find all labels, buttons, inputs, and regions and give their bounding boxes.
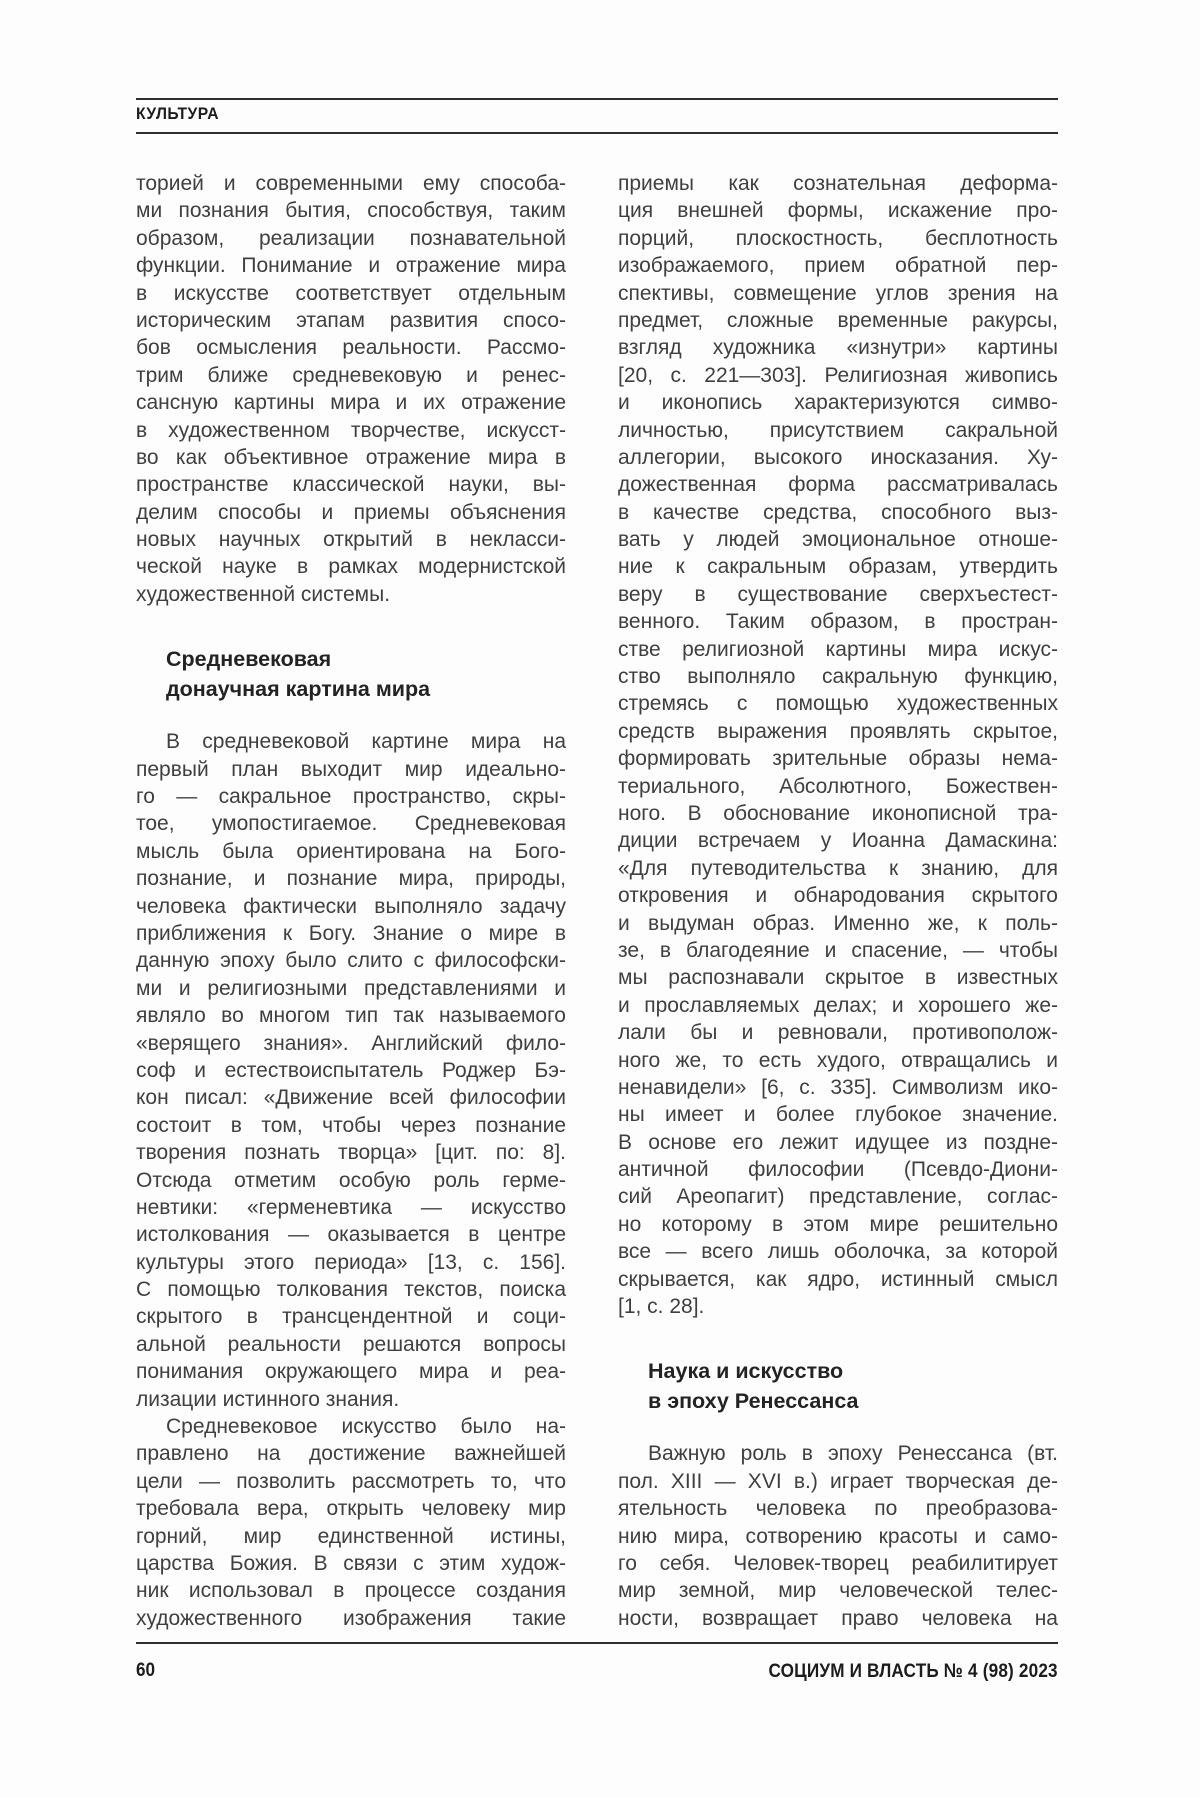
section-heading bbox=[136, 644, 566, 704]
text-line: данную эпоху было слито с философски- bbox=[136, 949, 566, 973]
text-line: венного. Таким образом, в простран- bbox=[618, 610, 1058, 634]
text-line: первый план выходит мир идеально- bbox=[136, 757, 566, 781]
text-line: торией и современными ему способа- bbox=[136, 172, 566, 195]
text-line: мысль была ориентирована на Бого- bbox=[136, 839, 566, 863]
text-line: античной философии (Псевдо-Диони- bbox=[618, 1158, 1058, 1182]
text-line: все — всего лишь оболочка, за которой bbox=[618, 1240, 1058, 1264]
text-line: ного же, то есть худого, отвращались и bbox=[618, 1048, 1058, 1072]
paragraph bbox=[136, 170, 566, 608]
text-line: го себя. Человек-творец реабилитирует bbox=[618, 1551, 1058, 1575]
heading-line: в эпоху Ренессанса bbox=[648, 1389, 859, 1414]
text-line: зе, в благодеяние и спасение, — чтобы bbox=[618, 938, 1058, 962]
text-line: тое, умопостигаемое. Средневековая bbox=[136, 812, 566, 836]
text-line: ятельность человека по преобразова- bbox=[618, 1497, 1058, 1521]
text-line: веру в существование сверхъестест- bbox=[618, 582, 1058, 606]
text-line: пол. XIII — XVI в.) играет творческая де- bbox=[618, 1469, 1058, 1493]
text-line: Отсюда отметим особую роль герме- bbox=[136, 1168, 566, 1192]
text-line: познание, и познание мира, природы, bbox=[136, 867, 566, 891]
text-line: невтики: «герменевтика — искусство bbox=[136, 1195, 566, 1219]
text-line: С помощью толкования текстов, поиска bbox=[136, 1278, 566, 1302]
text-line: [20, с. 221—303]. Религиозная живопись bbox=[618, 363, 1058, 387]
header-bottom-rule bbox=[136, 132, 1058, 134]
text-line: функции. Понимание и отражение мира bbox=[136, 254, 566, 278]
text-line: сансную картины мира и их отражение bbox=[136, 391, 566, 415]
text-line: предмет, сложные временные ракурсы, bbox=[618, 308, 1058, 332]
text-line: откровения и обнародования скрытого bbox=[618, 884, 1058, 908]
text-line: но которому в этом мире решительно bbox=[618, 1212, 1058, 1236]
text-line: «Для путеводительства к знанию, для bbox=[618, 856, 1058, 880]
text-line: скрытого в трансцендентной и соци- bbox=[136, 1305, 566, 1329]
text-line: формировать зрительные образы нема- bbox=[618, 747, 1058, 771]
text-line: бов осмысления реальности. Рассмо- bbox=[136, 336, 566, 360]
text-line: ны имеет и более глубокое значение. bbox=[618, 1103, 1058, 1127]
text-line: ности, возвращает право человека на bbox=[618, 1606, 1058, 1630]
text-line: диции встречаем у Иоанна Дамаскина: bbox=[618, 829, 1058, 853]
text-line: ческой науке в рамках модернистской bbox=[136, 555, 566, 579]
footer-rule bbox=[136, 1642, 1058, 1644]
paragraph bbox=[136, 728, 566, 1413]
text-line: ного. В обоснование иконописной тра- bbox=[618, 801, 1058, 825]
text-line: го — сакральное пространство, скры- bbox=[136, 785, 566, 809]
text-line: вать у людей эмоциональное отноше- bbox=[618, 528, 1058, 552]
text-line: состоит в том, чтобы через познание bbox=[136, 1113, 566, 1137]
text-line: аллегории, высокого иносказания. Ху- bbox=[618, 445, 1058, 469]
heading-line: донаучная картина мира bbox=[166, 677, 431, 702]
heading-line: Средневековая bbox=[166, 647, 332, 672]
text-line: сий Ареопагит) представление, соглас- bbox=[618, 1185, 1058, 1209]
text-line: ство выполняло сакральную функцию, bbox=[618, 665, 1058, 689]
text-line: и прославляемых делах; и хорошего же- bbox=[618, 993, 1058, 1017]
text-line: художественного изображения такие bbox=[136, 1606, 566, 1630]
text-line: В средневековой картине мира на bbox=[166, 730, 566, 754]
text-line: стремясь с помощью художественных bbox=[618, 692, 1058, 716]
text-line: истолкования — оказывается в центре bbox=[136, 1223, 566, 1247]
text-line: во как объективное отражение мира в bbox=[136, 445, 566, 469]
text-line: мир земной, мир человеческой телес- bbox=[618, 1579, 1058, 1603]
text-line: являло во многом тип так называемого bbox=[136, 1004, 566, 1028]
text-line: новых научных открытий в некласси- bbox=[136, 528, 566, 552]
text-line: дожественная форма рассматривалась bbox=[618, 473, 1058, 497]
text-line: териального, Абсолютного, Божествен- bbox=[618, 774, 1058, 798]
text-line: в художественном творчестве, искусст- bbox=[136, 418, 566, 442]
section-label: КУЛЬТУРА bbox=[136, 104, 220, 123]
text-line: В основе его лежит идущее из поздне- bbox=[618, 1130, 1058, 1154]
text-line: приближения к Богу. Знание о мире в bbox=[136, 921, 566, 945]
text-line: лали бы и ревновали, противополож- bbox=[618, 1021, 1058, 1045]
text-line: ция внешней формы, искажение про- bbox=[618, 199, 1058, 223]
text-line: спективы, совмещение углов зрения на bbox=[618, 281, 1058, 305]
text-line: царства Божия. В связи с этим худож- bbox=[136, 1551, 566, 1575]
text-line: кон писал: «Движение всей философии bbox=[136, 1086, 566, 1110]
text-line: ми познания бытия, способствуя, таким bbox=[136, 199, 566, 223]
text-line: правлено на достижение важнейшей bbox=[136, 1442, 566, 1466]
page-number: 60 bbox=[136, 1660, 156, 1681]
text-line: альной реальности решаются вопросы bbox=[136, 1332, 566, 1356]
text-line: и иконопись характеризуются симво- bbox=[618, 391, 1058, 415]
text-line: средств выражения проявлять скрытое, bbox=[618, 719, 1058, 743]
text-line: Средневековое искусство было на- bbox=[166, 1415, 566, 1439]
header-top-rule bbox=[136, 98, 1058, 100]
text-line: [1, с. 28]. bbox=[618, 1295, 705, 1319]
text-line: человека фактически выполняло задачу bbox=[136, 894, 566, 918]
text-line: делим способы и приемы объяснения bbox=[136, 500, 566, 524]
text-line: ненавидели» [6, с. 335]. Символизм ико- bbox=[618, 1075, 1058, 1099]
text-line: горний, мир единственной истины, bbox=[136, 1524, 566, 1548]
section-heading bbox=[618, 1356, 1058, 1416]
text-line: нию мира, сотворению красоты и само- bbox=[618, 1524, 1058, 1548]
text-line: изображаемого, прием обратной пер- bbox=[618, 254, 1058, 278]
text-column-right bbox=[618, 170, 1058, 1632]
text-line: личностью, присутствием сакральной bbox=[618, 418, 1058, 442]
text-line: соф и естествоиспытатель Роджер Бэ- bbox=[136, 1058, 566, 1082]
text-line: в искусстве соответствует отдельным bbox=[136, 281, 566, 305]
text-line: понимания окружающего мира и реа- bbox=[136, 1360, 566, 1384]
text-line: порций, плоскостность, бесплотность bbox=[618, 226, 1058, 250]
paragraph bbox=[618, 170, 1058, 1320]
text-line: образом, реализации познавательной bbox=[136, 226, 566, 250]
text-line: взгляд художника «изнутри» картины bbox=[618, 336, 1058, 360]
text-line: лизации истинного знания. bbox=[136, 1387, 400, 1411]
text-line: историческим этапам развития спосо- bbox=[136, 308, 566, 332]
paragraph bbox=[136, 1413, 566, 1632]
text-line: цели — позволить рассмотреть то, что bbox=[136, 1469, 566, 1493]
text-line: мы распознавали скрытое в известных bbox=[618, 966, 1058, 990]
paragraph bbox=[618, 1440, 1058, 1632]
text-line: Важную роль в эпоху Ренессанса (вт. bbox=[648, 1442, 1058, 1466]
text-line: приемы как сознательная деформа- bbox=[618, 172, 1058, 195]
text-line: ник использовал в процессе создания bbox=[136, 1579, 566, 1603]
text-column-left bbox=[136, 170, 566, 1632]
text-line: ми и религиозными представлениями и bbox=[136, 976, 566, 1000]
text-line: художественной системы. bbox=[136, 582, 391, 606]
text-line: в качестве средства, способного выз- bbox=[618, 500, 1058, 524]
text-line: скрывается, как ядро, истинный смысл bbox=[618, 1267, 1058, 1291]
text-line: и выдуман образ. Именно же, к поль- bbox=[618, 911, 1058, 935]
text-line: творения познать творца» [цит. по: 8]. bbox=[136, 1141, 566, 1165]
text-line: ние к сакральным образам, утвердить bbox=[618, 555, 1058, 579]
text-line: культуры этого периода» [13, с. 156]. bbox=[136, 1250, 566, 1274]
text-line: пространстве классической науки, вы- bbox=[136, 473, 566, 497]
text-line: трим ближе средневековую и ренес- bbox=[136, 363, 566, 387]
text-line: «верящего знания». Английский фило- bbox=[136, 1031, 566, 1055]
text-line: требовала вера, открыть человеку мир bbox=[136, 1497, 566, 1521]
journal-title: СОЦИУМ И ВЛАСТЬ № 4 (98) 2023 bbox=[768, 1660, 1058, 1682]
text-line: стве религиозной картины мира искус- bbox=[618, 637, 1058, 661]
heading-line: Наука и искусство bbox=[648, 1359, 844, 1384]
